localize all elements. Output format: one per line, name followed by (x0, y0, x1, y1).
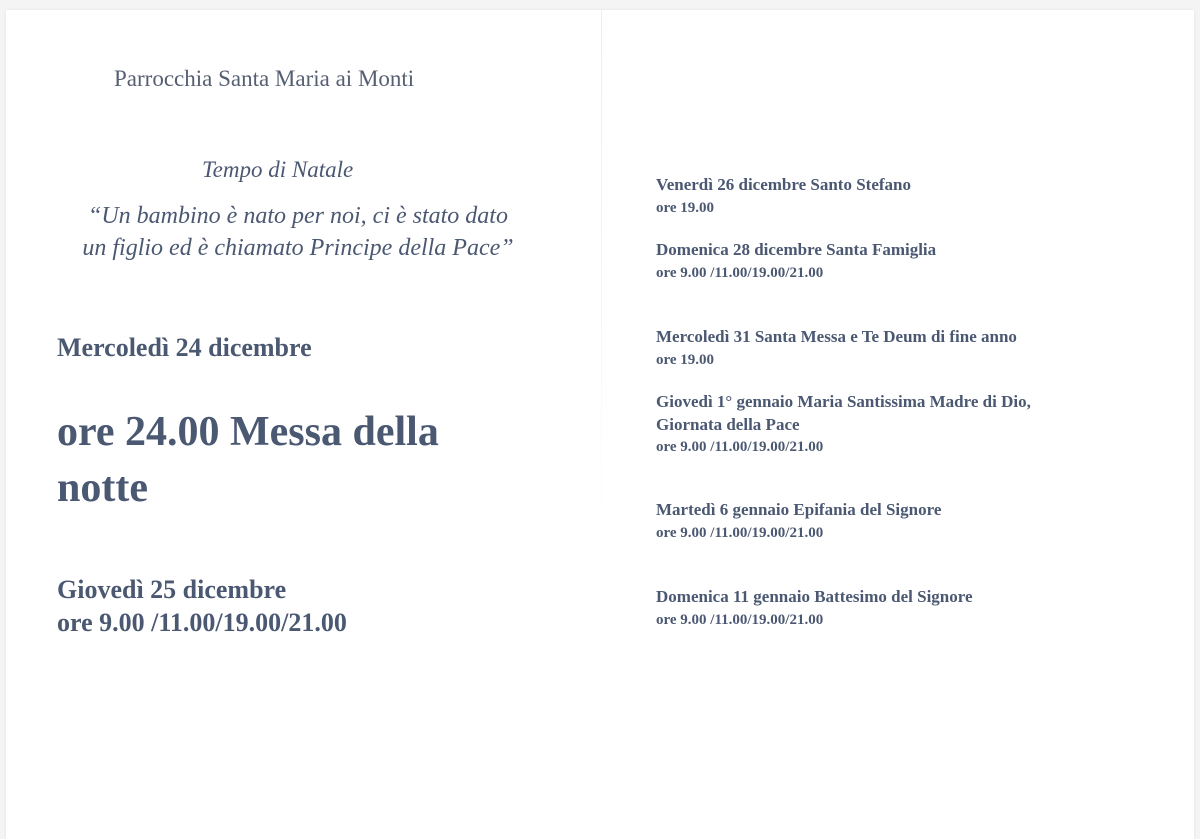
entry-title: Venerdì 26 dicembre Santo Stefano (656, 175, 911, 194)
entry-hours: ore 19.00 (656, 351, 715, 368)
christmas-day (57, 573, 347, 639)
christmas-eve-date: Mercoledì 24 dicembre (57, 333, 312, 362)
schedule-entry (656, 586, 1116, 631)
christmas-day-hours: ore 9.00 /11.00/19.00/21.00 (57, 608, 347, 637)
entry-title-cont: Giornata della Pace (656, 414, 800, 434)
entry-hours: ore 9.00 /11.00/19.00/21.00 (656, 611, 824, 628)
entry-hours: ore 19.00 (656, 199, 715, 216)
schedule-entry (656, 499, 1116, 544)
christmas-day-date: Giovedì 25 dicembre (57, 575, 287, 604)
entry-title: Giovedì 1° gennaio Maria Santissima Madre di Dio, (656, 392, 1031, 411)
scripture-quote (68, 200, 528, 264)
season-title: Tempo di Natale (202, 157, 354, 182)
entry-title: Mercoledì 31 Santa Messa e Te Deum di fine anno (656, 327, 1017, 346)
midnight-mass: ore 24.00 Messa della notte (57, 409, 439, 511)
schedule-entry (656, 174, 1116, 219)
entry-title: Domenica 11 gennaio Battesimo del Signore (656, 587, 973, 606)
entry-hours: ore 9.00 /11.00/19.00/21.00 (656, 439, 824, 455)
parish-name: Parrocchia Santa Maria ai Monti (114, 66, 415, 91)
schedule-entry (656, 326, 1116, 371)
schedule-entry (656, 239, 1116, 284)
entry-hours: ore 9.00 /11.00/19.00/21.00 (656, 264, 824, 281)
entry-title: Martedì 6 gennaio Epifania del Signore (656, 500, 942, 519)
quote-line-2: un figlio ed è chiamato Principe della Pace” (82, 235, 514, 261)
quote-line-1: “Un bambino è nato per noi, ci è stato dato (88, 203, 508, 229)
entry-title: Domenica 28 dicembre Santa Famiglia (656, 240, 937, 259)
page-fold (601, 10, 602, 570)
entry-hours: ore 9.00 /11.00/19.00/21.00 (656, 524, 824, 541)
schedule-entry (656, 391, 1116, 459)
